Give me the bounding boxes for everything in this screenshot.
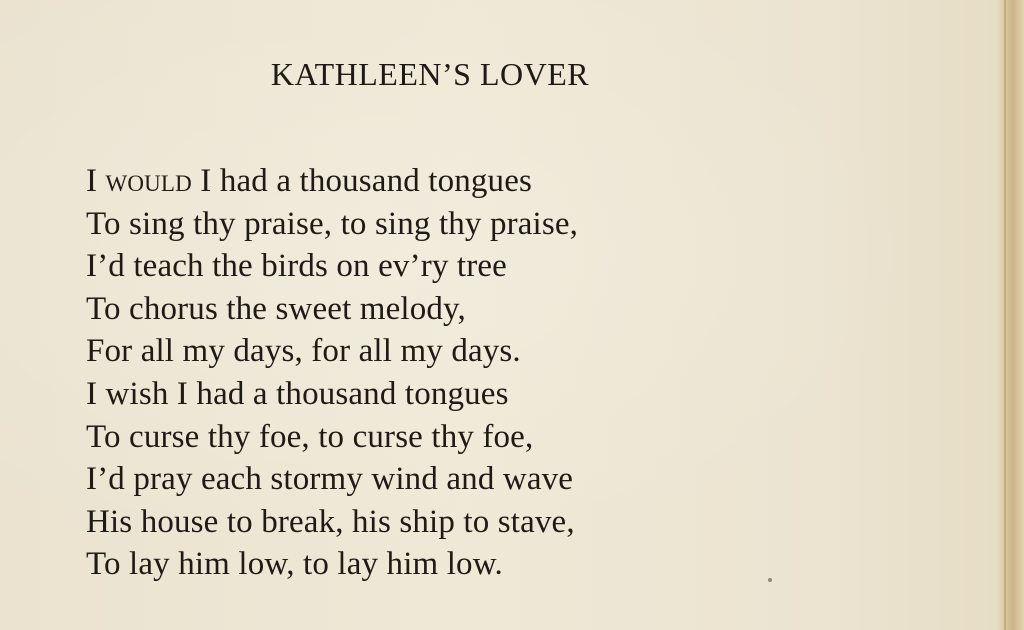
poem-line: I’d teach the birds on ev’ry tree	[86, 248, 507, 285]
poem-line: I’d pray each stormy wind and wave	[86, 461, 574, 498]
poem-line: To chorus the sweet melody,	[86, 290, 466, 327]
first-line-small-caps: would	[105, 163, 192, 199]
poem-line	[86, 160, 578, 203]
book-spine-line	[1004, 0, 1006, 630]
poem-line: I wish I had a thousand tongues	[86, 375, 509, 412]
poem-line: For all my days, for all my days.	[86, 333, 521, 370]
paper-speck	[768, 578, 772, 582]
first-line-rest: I had a thousand tongues	[191, 163, 532, 199]
poem-line: To curse thy foe, to curse thy foe,	[86, 418, 534, 455]
poem-title: KATHLEEN’S LOVER	[270, 56, 590, 92]
book-spine-edge	[996, 0, 1024, 630]
poem-body	[86, 160, 578, 586]
poem-line: To lay him low, to lay him low.	[86, 546, 503, 583]
first-line-lead: I	[86, 163, 106, 199]
poem-line: His house to break, his ship to stave,	[86, 503, 575, 540]
poem-line: To sing thy praise, to sing thy praise,	[86, 205, 579, 242]
